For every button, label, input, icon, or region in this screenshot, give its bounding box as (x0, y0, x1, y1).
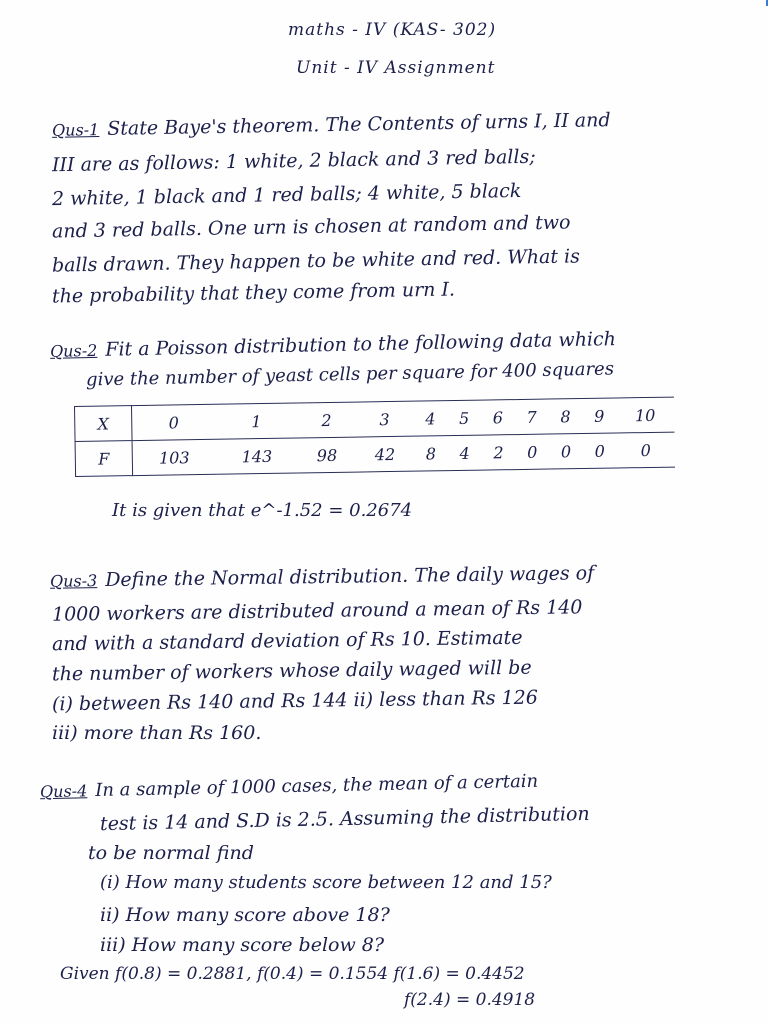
x-header-cell: X (75, 406, 133, 442)
q1-label: Qus-1 (51, 120, 100, 140)
subject-heading: maths - IV (KAS- 302) (288, 20, 497, 40)
q1-line-1: Qus-1 State Baye's theorem. The Contents of urns I, II and (51, 109, 611, 140)
q4-line-7: Given f(0.8) = 0.2881, f(0.4) = 0.1554 f(1.6) = 0.4452 (60, 964, 525, 984)
x-cell: 10 (616, 397, 675, 433)
q4-line-8: f(2.4) = 0.4918 (404, 990, 536, 1010)
q4-line-4: (i) How many students score between 12 and 15? (100, 872, 552, 893)
q1-line-2: III are as follows: 1 white, 2 black and 3 red balls; (51, 145, 536, 177)
f-cell: 8 (414, 436, 448, 472)
q1-line-3: 2 white, 1 black and 1 red balls; 4 white, 5 black (51, 179, 522, 211)
poisson-data-table (74, 397, 675, 477)
q3-line-6: iii) more than Rs 160. (52, 722, 262, 744)
q2-line-1: Qus-2 Fit a Poisson distribution to the following data which (49, 328, 617, 361)
f-cell: 42 (356, 436, 415, 472)
f-cell: 4 (448, 435, 482, 471)
q4-line-1: Qus-4 In a sample of 1000 cases, the mean of a certain (39, 770, 539, 802)
f-cell: 0 (515, 434, 549, 470)
q3-line-4: the number of workers whose daily waged will be (51, 656, 532, 686)
q2-label: Qus-2 (49, 340, 98, 361)
f-cell: 0 (616, 432, 675, 468)
q4-label: Qus-4 (39, 781, 88, 802)
q4-line-5: ii) How many score above 18? (100, 904, 390, 926)
q3-line-2: 1000 workers are distributed around a mean of Rs 140 (51, 596, 583, 626)
q4-line-3: to be normal find (88, 842, 254, 864)
f-cell: 143 (215, 438, 298, 474)
x-cell: 3 (355, 401, 414, 437)
f-cell: 0 (583, 433, 617, 469)
x-cell: 7 (515, 399, 549, 435)
q4-line-6: iii) How many score below 8? (100, 934, 385, 956)
q4-line-2: test is 14 and S.D is 2.5. Assuming the distribution (99, 802, 590, 836)
f-cell: 0 (549, 434, 583, 470)
f-cell: 2 (481, 435, 515, 471)
x-cell: 0 (132, 404, 216, 440)
q3-label: Qus-3 (49, 571, 98, 591)
q3-line-3: and with a standard deviation of Rs 10. Estimate (51, 626, 523, 656)
x-cell: 6 (481, 400, 515, 436)
f-cell: 98 (298, 437, 357, 473)
q1-line-4: and 3 red balls. One urn is chosen at random and two (51, 211, 571, 243)
x-cell: 9 (582, 398, 616, 434)
q3-line-1: Qus-3 Define the Normal distribution. The daily wages of (49, 562, 595, 592)
q1-line-5: balls drawn. They happen to be white and red. What is (51, 245, 581, 277)
x-cell: 4 (413, 401, 447, 437)
q2-given-line: It is given that e^-1.52 = 0.2674 (112, 500, 413, 521)
unit-heading: Unit - IV Assignment (296, 58, 496, 78)
q3-line-5: (i) between Rs 140 and Rs 144 ii) less than Rs 126 (51, 686, 539, 716)
x-cell: 1 (215, 403, 298, 439)
x-cell: 5 (447, 400, 481, 436)
q2-line-2: give the number of yeast cells per square for 400 squares (85, 358, 615, 391)
x-cell: 2 (297, 402, 356, 438)
f-header-cell: F (75, 441, 133, 477)
x-cell: 8 (548, 399, 582, 435)
f-cell: 103 (132, 439, 216, 475)
q1-line-6: the probability that they come from urn I. (51, 278, 456, 308)
